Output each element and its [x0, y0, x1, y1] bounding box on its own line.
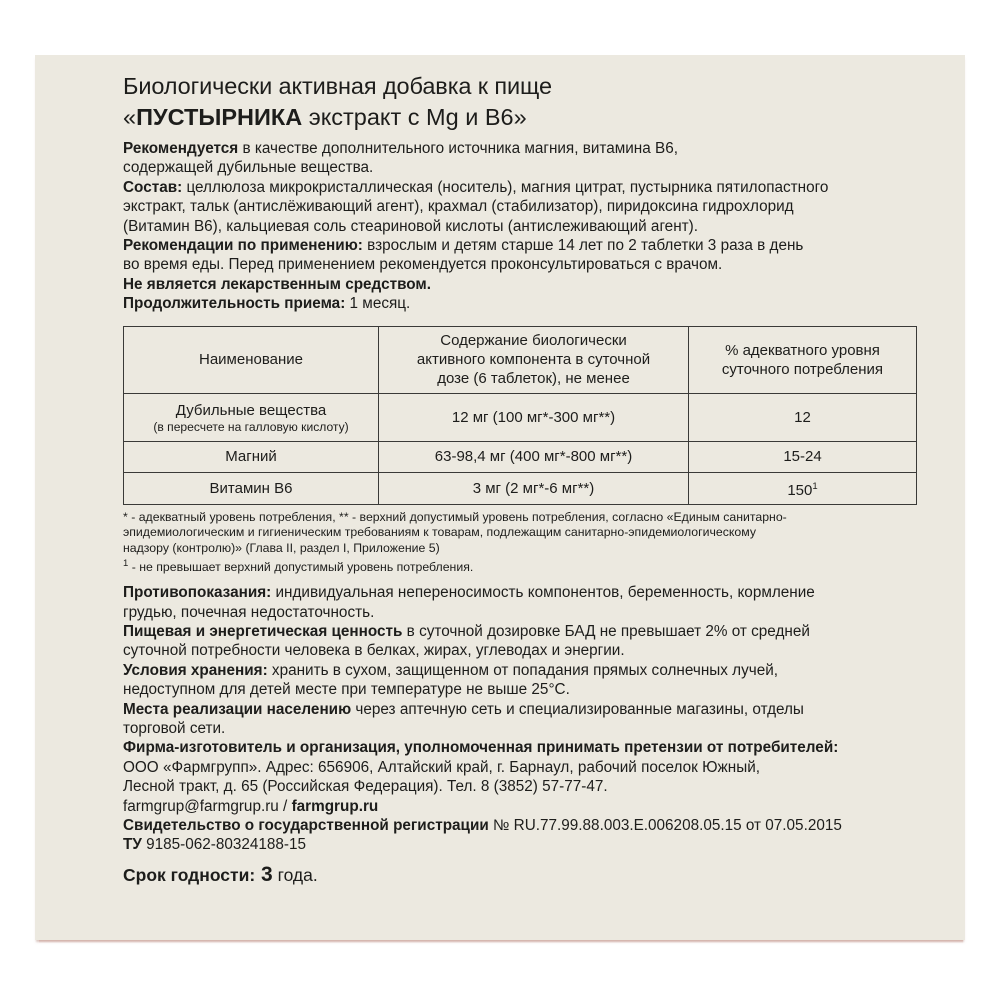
- nutrition-line1: в суточной дозировке БАД не превышает 2% от средней: [402, 622, 810, 640]
- quote-open: «: [123, 104, 137, 130]
- row-name-subtext: (в пересчете на галловую кислоту): [153, 419, 349, 434]
- footnote-line3: надзору (контролю)» (Глава II, раздел I, Приложение 5): [123, 540, 440, 555]
- header-cell-name: Наименование: [124, 326, 379, 393]
- product-package-panel: [35, 55, 965, 940]
- table-row: [124, 472, 917, 504]
- row-percent-cell: 12: [689, 393, 917, 441]
- manufacturer-contacts: [123, 797, 923, 816]
- storage-paragraph: [123, 661, 923, 680]
- product-name-rest: экстракт с Mg и B6»: [302, 104, 527, 130]
- composition-line2: экстракт, тальк (антислёживающий агент), крахмал (стабилизатор), пиридоксина гидрохлорид: [123, 198, 794, 216]
- footnote-line4: [123, 556, 923, 576]
- manufacturer-email[interactable]: farmgrup@farmgrup.ru: [123, 797, 279, 815]
- composition-line1: целлюлоза микрокристаллическая (носитель), магния цитрат, пустырника пятилопастного: [182, 178, 829, 196]
- contraindications-label: Противопоказания:: [123, 584, 272, 602]
- contraindications-line2: грудью, почечная недостаточность.: [123, 603, 375, 621]
- row-content-cell: 63-98,4 мг (400 мг*-800 мг**): [379, 441, 689, 472]
- row-content-cell: 12 мг (100 мг*-300 мг**): [379, 393, 689, 441]
- storage-line1: хранить в сухом, защищенном от попадания прямых солнечных лучей,: [267, 661, 779, 679]
- sales-label: Места реализации населению: [123, 700, 352, 718]
- manufacturer-website[interactable]: farmgrup.ru: [291, 797, 379, 815]
- header-percent-line2: суточного потребления: [721, 360, 884, 378]
- row-percent-cell: 15-24: [689, 441, 917, 472]
- manufacturer-label: Фирма-изготовитель и организация, уполномоченная принимать претензии от потребителей:: [123, 739, 839, 757]
- shelf-life-unit: года.: [272, 864, 318, 885]
- composition-paragraph: [123, 178, 923, 197]
- manufacturer-line2: Лесной тракт, д. 65 (Российская Федерация). Тел. 8 (3852) 57-77-47.: [123, 778, 608, 796]
- not-medicine-notice: Не является лекарственным средством.: [123, 275, 431, 293]
- usage-line1: взрослым и детям старше 14 лет по 2 таблетки 3 раза в день: [362, 237, 804, 255]
- nutrition-line2: суточной потребности человека в белках, жирах, углеводах и энергии.: [123, 642, 625, 660]
- storage-line2: недоступном для детей месте при температуре не выше 25°C.: [123, 681, 570, 699]
- footnote-line1: * - адекватный уровень потребления, ** - верхний допустимый уровень потребления, согласно «Единым санитарно-: [123, 509, 787, 524]
- shelf-life-paragraph: [123, 864, 923, 886]
- sales-paragraph: [123, 700, 923, 719]
- recommended-label: Рекомендуется: [123, 140, 239, 157]
- row-percent-footnote-marker: 1: [812, 480, 818, 492]
- shelf-life-number: 3: [255, 862, 273, 886]
- composition-line3: (Витамин B6), кальциевая соль стеариновой кислоты (антислеживающий агент).: [123, 217, 698, 235]
- row-name-cell: Магний: [124, 441, 379, 472]
- duration-paragraph: [123, 294, 923, 313]
- usage-paragraph: [123, 236, 923, 255]
- registration-paragraph: [123, 816, 923, 835]
- manufacturer-line1: ООО «Фармгрупп». Адрес: 656906, Алтайский край, г. Барнаул, рабочий поселок Южный,: [123, 758, 760, 776]
- row-name-cell: Витамин B6: [124, 472, 379, 504]
- duration-label: Продолжительность приема:: [123, 295, 346, 313]
- row-percent-cell: [689, 472, 917, 504]
- recommended-line2: содержащей дубильные вещества.: [123, 159, 374, 177]
- bottom-spacer: [123, 855, 923, 864]
- duration-value: 1 месяц.: [345, 295, 411, 313]
- sales-line2: торговой сети.: [123, 719, 226, 737]
- nutrition-paragraph: [123, 622, 923, 641]
- footnote-marker: 1: [123, 558, 129, 570]
- table-row: [124, 441, 917, 472]
- footnote-line4-text: - не превышает верхний допустимый уровень потребления.: [128, 560, 474, 575]
- header-percent-line1: % адекватного уровня: [725, 341, 880, 359]
- row-percent-value: 150: [787, 481, 813, 499]
- contraindications-block: [123, 583, 923, 622]
- supplement-category-line: Биологически активная добавка к пище: [123, 73, 552, 99]
- contraindications-paragraph: [123, 583, 923, 602]
- header-cell-content: [379, 326, 689, 393]
- registration-value: № RU.77.99.88.003.E.006208.05.15 от 07.05.2015: [488, 817, 842, 834]
- contact-separator: /: [278, 797, 292, 815]
- tu-value: 9185-062-80324188-15: [141, 836, 307, 854]
- header-content-line3: дозе (6 таблеток), не менее: [437, 370, 630, 388]
- row-content-cell: 3 мг (2 мг*-6 мг**): [379, 472, 689, 504]
- tu-paragraph: [123, 835, 923, 854]
- nutrition-label: Пищевая и энергетическая ценность: [123, 622, 403, 640]
- recommended-text: в качестве дополнительного источника магния, витамина B6,: [238, 140, 678, 157]
- recommended-paragraph: [123, 139, 923, 158]
- row-name: Дубильные вещества: [175, 401, 327, 419]
- composition-label: Состав:: [123, 178, 183, 196]
- tu-label: ТУ: [123, 836, 142, 854]
- sales-line1: через аптечную сеть и специализированные магазины, отделы: [351, 700, 804, 718]
- table-header-row: [124, 326, 917, 393]
- usage-label: Рекомендации по применению:: [123, 237, 363, 255]
- footnote-line2: эпидемиологическим и гигиеническим требованиям к товарам, подлежащим санитарно-эпидемиологическому: [123, 525, 756, 540]
- table-row: [124, 393, 917, 441]
- contraindications-line1: индивидуальная непереносимость компонентов, беременность, кормление: [271, 584, 815, 602]
- header-cell-percent: [689, 326, 917, 393]
- product-name-line: [123, 101, 923, 133]
- nutrition-facts-table: [123, 326, 917, 505]
- product-name-bold: ПУСТЫРНИКА: [136, 104, 303, 130]
- shelf-life-label: Срок годности:: [123, 864, 256, 885]
- row-name-cell: [124, 393, 379, 441]
- storage-label: Условия хранения:: [123, 661, 268, 679]
- registration-label: Свидетельство о государственной регистрации: [123, 817, 489, 834]
- header-content-line2: активного компонента в суточной: [416, 351, 651, 369]
- header-content-line1: Содержание биологически: [440, 332, 627, 350]
- usage-line2: во время еды. Перед применением рекомендуется проконсультироваться с врачом.: [123, 256, 723, 274]
- label-content: [123, 71, 923, 886]
